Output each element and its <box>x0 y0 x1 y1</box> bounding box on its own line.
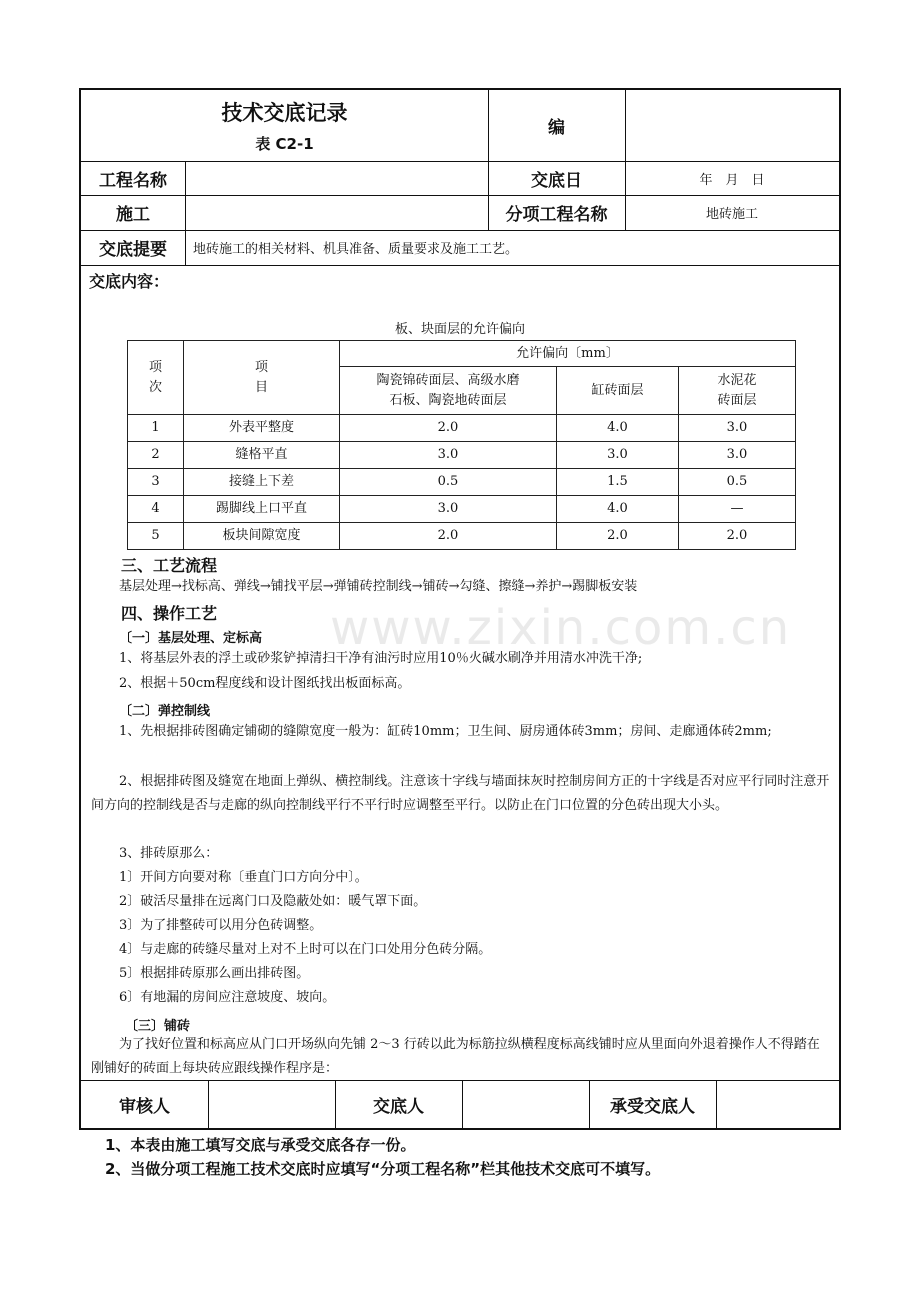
sub-2-l2: 2〕破活尽量排在远离门口及隐蔽处如：暖气罩下面。 <box>119 894 427 909</box>
th-col1: 陶瓷锦砖面层、高级水磨 石板、陶瓷地砖面层 <box>340 367 557 415</box>
sub-2-l6: 6〕有地漏的房间应注意坡度、坡向。 <box>119 990 336 1005</box>
bian-label: 编 <box>548 118 565 138</box>
title-cell <box>81 90 488 161</box>
th-allow: 允许偏向〔mm〕 <box>340 341 796 367</box>
receiver-label: 承受交底人 <box>610 1096 695 1117</box>
reviewer-label: 审核人 <box>119 1096 170 1117</box>
signature-row <box>81 1080 839 1128</box>
table-row: 1 外表平整度 2.0 4.0 3.0 <box>128 415 796 442</box>
th-col3: 水泥花 砖面层 <box>679 367 796 415</box>
sub-2-l4: 4〕与走廊的砖缝尽量对上对不上时可以在门口处用分色砖分隔。 <box>119 942 492 957</box>
discloser-label: 交底人 <box>373 1096 424 1117</box>
construction-label: 施工 <box>116 205 150 225</box>
sub-2-l1: 1〕开间方向要对称〔垂直门口方向分中〕。 <box>119 870 368 885</box>
note-2: 2、当做分项工程施工技术交底时应填写“分项工程名称”栏其他技术交底可不填写。 <box>105 1160 661 1178</box>
sub-2-p2: 2、根据排砖图及缝宽在地面上弹纵、横控制线。注意该十字线与墙面抹灰时控制房间方正的十字线是否对应平行同时注意开间方向的控制线是否与走廊的纵向控制线平行不平行时应调整至平行。以防止在门口位置的分色砖出现大小头。 <box>91 774 830 813</box>
sub-2-l3: 3〕为了排整砖可以用分色砖调整。 <box>119 918 323 933</box>
construction-row <box>81 195 839 231</box>
page-title: 技术交底记录 <box>221 101 348 125</box>
table-row: 4 踢脚线上口平直 3.0 4.0 — <box>128 496 796 523</box>
sub-1-p1: 1、将基层外表的浮土或砂浆铲掉清扫干净有油污时应用10％火碱水刷净并用清水冲洗干净; <box>119 651 643 666</box>
header-row <box>81 90 839 162</box>
sub-3-title: 〔三〕铺砖 <box>125 1019 191 1034</box>
table-row: 2 缝格平直 3.0 3.0 3.0 <box>128 442 796 469</box>
sub-1-p2: 2、根据＋50cm程度线和设计图纸找出板面标高。 <box>119 676 411 691</box>
sub-2-p1: 1、先根据排砖图确定铺砌的缝隙宽度一般为：缸砖10mm；卫生间、厨房通体砖3mm；房间、走廊通体砖2mm; <box>119 724 772 739</box>
form-number: 表 C2-1 <box>255 135 314 153</box>
construction-field[interactable] <box>185 195 488 230</box>
sub-1-title: 〔一〕基层处理、定标高 <box>119 631 263 646</box>
subproject-field[interactable]: 地砖施工 <box>705 207 758 222</box>
summary-field[interactable]: 地砖施工的相关材料、机具准备、质量要求及施工工艺。 <box>193 242 519 257</box>
project-name-label: 工程名称 <box>99 170 167 191</box>
th-col2: 缸砖面层 <box>557 367 679 415</box>
receiver-field[interactable] <box>716 1080 839 1128</box>
section-4-title: 四、操作工艺 <box>121 604 218 623</box>
sub-3-p1: 为了找好位置和标高应从门口开场纵向先铺 2～3 行砖以此为标筋拉纵横程度标高线铺时应从里面向外退着操作人不得踏在刚铺好的砖面上每块砖应跟线操作程序是： <box>91 1037 820 1076</box>
reviewer-field[interactable] <box>208 1080 335 1128</box>
content-heading: 交底内容： <box>89 272 170 291</box>
section-3-title: 三、工艺流程 <box>121 556 218 575</box>
date-field[interactable]: 年 月 日 <box>699 172 765 188</box>
subproject-label: 分项工程名称 <box>505 205 608 225</box>
discloser-field[interactable] <box>462 1080 589 1128</box>
sub-2-title: 〔二〕弹控制线 <box>119 704 211 719</box>
project-name-row <box>81 161 839 196</box>
watermark: www.zixin.com.cn <box>330 600 792 656</box>
section-3-text: 基层处理→找标高、弹线→铺找平层→弹铺砖控制线→铺砖→勾缝、擦缝→养护→踢脚板安装 <box>119 579 638 594</box>
sub-2-p3: 3、排砖原那么： <box>119 846 219 861</box>
date-label: 交底日 <box>531 170 582 191</box>
bian-value[interactable] <box>625 90 839 161</box>
project-name-field[interactable] <box>185 161 488 195</box>
note-1: 1、本表由施工填写交底与承受交底各存一份。 <box>105 1136 416 1154</box>
content-area <box>81 265 839 1081</box>
th-item: 项 目 <box>184 341 340 415</box>
table-row: 3 接缝上下差 0.5 1.5 0.5 <box>128 469 796 496</box>
summary-label: 交底提要 <box>99 240 167 260</box>
table-row: 5 板块间隙宽度 2.0 2.0 2.0 <box>128 523 796 550</box>
table-title: 板、块面层的允许偏向 <box>394 322 525 337</box>
summary-row <box>81 230 839 266</box>
th-item-no: 项 次 <box>128 341 184 415</box>
sub-2-l5: 5〕根据排砖原那么画出排砖图。 <box>119 966 310 981</box>
deviation-table <box>127 340 796 550</box>
